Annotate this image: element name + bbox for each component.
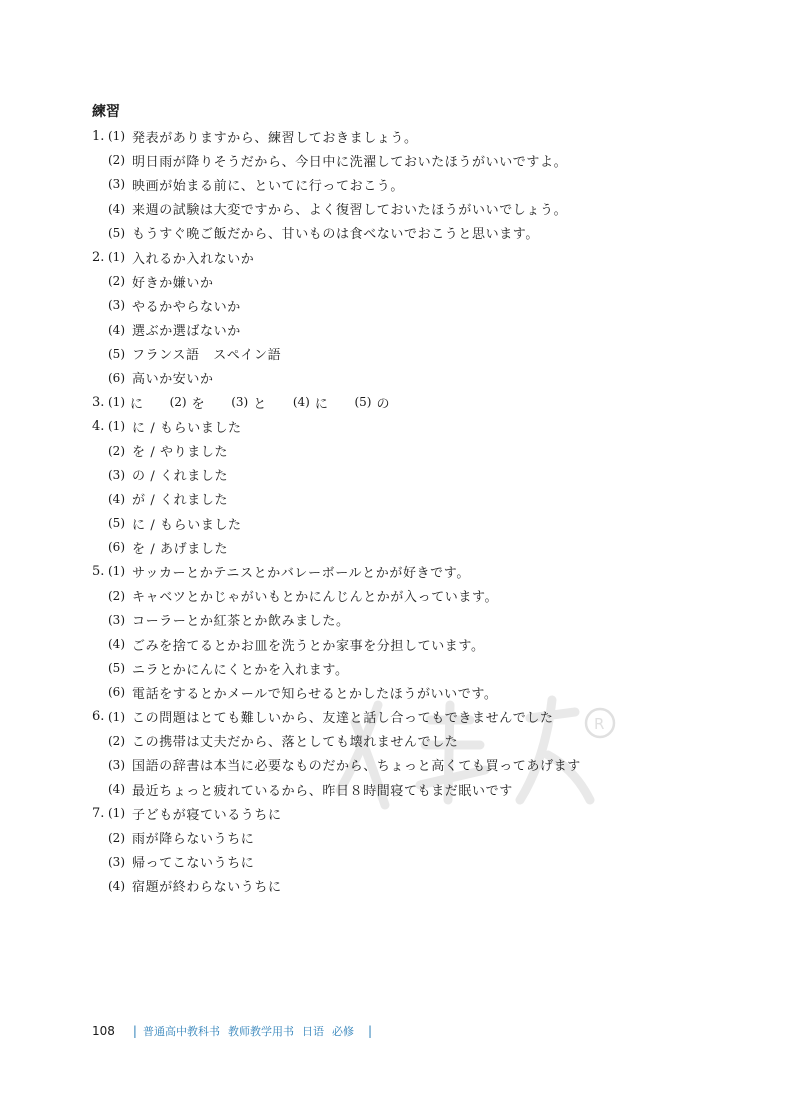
item-label: (4) (108, 322, 125, 337)
list-item (92, 632, 772, 656)
item-text: 雨が降らないうちに (132, 832, 255, 848)
item-label: (2) (169, 395, 187, 410)
item-label: (4) (108, 491, 125, 506)
item-text: 選ぶか選ばないか (132, 324, 241, 340)
footer-series-label: 普通高中教科书 (142, 1025, 220, 1038)
list-item (92, 777, 772, 801)
list-item (92, 293, 772, 317)
list-item (92, 318, 772, 342)
item-label: (3) (108, 467, 125, 482)
item-text: キャベツとかじゃがいもとかにんじんとかが入っています。 (132, 590, 499, 606)
footer-divider: | (367, 1024, 372, 1038)
item-text: ニラとかにんにくとかを入れます。 (132, 662, 349, 678)
list-item (92, 172, 772, 196)
item-text: 来週の試験は大変ですから、よく復習しておいたほうがいいでしょう。 (132, 203, 568, 219)
item-text: 明日雨が降りそうだから、今日中に洗濯しておいたほうがいいですよ。 (132, 154, 568, 170)
item-label: (1) (108, 806, 125, 821)
exercise-1 (92, 124, 772, 245)
inline-answer (293, 393, 329, 412)
item-label: (2) (108, 588, 125, 603)
item-text: フランス語 スペイン語 (132, 348, 282, 364)
item-text: 宿題が終わらないうちに (132, 880, 282, 896)
list-item (92, 801, 772, 825)
exercise-number: 6. (92, 709, 105, 725)
item-text: この問題はとても難しいから、友達と話し合ってもできませんでした (132, 711, 554, 727)
item-label: (1) (108, 395, 125, 410)
exercise-3 (92, 390, 772, 414)
exercise-2 (92, 245, 772, 390)
exercise-number: 3. (92, 394, 105, 410)
item-text: 映画が始まる前に、といてに行っておこう。 (132, 178, 405, 194)
list-item (92, 438, 772, 462)
inline-answer (231, 393, 267, 412)
item-text: に (130, 396, 144, 412)
inline-answer (108, 393, 144, 412)
page-footer (92, 1021, 378, 1041)
item-text: 好きか嫌いか (132, 275, 214, 291)
list-item (92, 414, 772, 438)
item-label: (2) (108, 443, 125, 458)
list-item (92, 680, 772, 704)
item-label: (5) (108, 516, 125, 531)
item-label: (3) (108, 612, 125, 627)
list-item (92, 221, 772, 245)
item-text: 電話をするとかメールで知らせるとかしたほうがいいです。 (132, 686, 498, 702)
list-item (92, 342, 772, 366)
footer-book-type: 教师教学用书 (227, 1025, 294, 1038)
svg-text:R: R (594, 715, 605, 733)
item-text: 発表がありますから、練習しておきましょう。 (132, 130, 418, 146)
answer-content (92, 100, 772, 898)
footer-subject: 日语 (301, 1025, 324, 1038)
item-text: が / くれました (132, 493, 229, 509)
item-label: (5) (108, 346, 125, 361)
list-item (92, 269, 772, 293)
item-text: もうすぐ晩ご飯だから、甘いものは食べないでおこうと思います。 (132, 227, 539, 243)
item-label: (2) (108, 830, 125, 845)
item-label: (1) (108, 129, 125, 144)
item-text: に / もらいました (132, 517, 242, 533)
item-text: を / あげました (132, 541, 229, 557)
item-text: 入れるか入れないか (132, 251, 255, 267)
item-label: (4) (108, 878, 125, 893)
item-label: (3) (108, 757, 125, 772)
item-text: サッカーとかテニスとかバレーボールとかが好きです。 (132, 565, 470, 581)
item-text: やるかやらないか (132, 299, 241, 315)
item-label: (4) (108, 782, 125, 797)
inline-answers (108, 393, 416, 412)
item-text: 国語の辞書は本当に必要なものだから、ちょっと高くても買ってあげます (132, 759, 581, 775)
item-text: 子どもが寝ているうちに (132, 807, 282, 823)
item-label: (3) (108, 298, 125, 313)
list-item (92, 874, 772, 898)
section-title: 練習 (92, 104, 120, 120)
list-item (92, 245, 772, 269)
item-text: この携帯は丈夫だから、落としても壊れませんでした (132, 735, 459, 751)
item-label: (6) (108, 685, 125, 700)
item-label: (6) (108, 370, 125, 385)
item-text: を (191, 396, 206, 412)
item-text: の / くれました (132, 469, 229, 485)
item-label: (5) (354, 395, 372, 410)
list-item (92, 366, 772, 390)
exercise-number: 5. (92, 563, 105, 579)
item-text: を / やりました (132, 445, 229, 461)
item-text: に / もらいました (132, 420, 242, 436)
item-label: (4) (108, 201, 125, 216)
list-item (92, 656, 772, 680)
item-label: (1) (108, 709, 125, 724)
item-text: と (253, 396, 267, 412)
exercise-4 (92, 414, 772, 559)
item-text: の (376, 396, 391, 412)
item-label: (5) (108, 661, 125, 676)
list-item (92, 559, 772, 583)
item-text: ごみを捨てるとかお皿を洗うとか家事を分担しています。 (132, 638, 485, 654)
item-label: (4) (292, 395, 310, 410)
item-label: (3) (108, 177, 125, 192)
item-label: (2) (108, 733, 125, 748)
list-item (92, 825, 772, 849)
exercise-number: 1. (92, 128, 105, 144)
list-item (92, 753, 772, 777)
list-item (92, 584, 772, 608)
item-text: 最近ちょっと疲れているから、昨日８時間寝てもまだ眠いです (132, 783, 513, 799)
footer-level: 必修 (331, 1025, 354, 1038)
item-label: (1) (108, 419, 125, 434)
list-item (92, 535, 772, 559)
inline-answer (170, 393, 206, 412)
item-label: (5) (108, 225, 125, 240)
list-item (92, 487, 772, 511)
item-label: (1) (108, 564, 125, 579)
footer-divider: | (132, 1024, 137, 1038)
exercise-5 (92, 559, 772, 704)
exercise-number: 2. (92, 249, 105, 265)
exercise-7 (92, 801, 772, 898)
item-label: (2) (108, 274, 125, 289)
list-item (92, 705, 772, 729)
list-item (92, 390, 772, 414)
list-item (92, 148, 772, 172)
item-label: (3) (108, 854, 125, 869)
item-label: (3) (231, 395, 249, 410)
list-item (92, 124, 772, 148)
item-label: (6) (108, 540, 125, 555)
list-item (92, 463, 772, 487)
item-label: (4) (108, 637, 125, 652)
list-item (92, 511, 772, 535)
exercise-number: 4. (92, 418, 105, 434)
list-item (92, 608, 772, 632)
list-item (92, 729, 772, 753)
item-text: コーラーとか紅茶とか飲みました。 (132, 614, 350, 630)
list-item (92, 850, 772, 874)
exercise-6 (92, 705, 772, 802)
item-label: (1) (108, 250, 125, 265)
item-text: 帰ってこないうちに (132, 856, 255, 872)
inline-answer (354, 393, 390, 412)
item-text: に (314, 396, 329, 412)
item-text: 高いか安いか (132, 372, 214, 388)
item-label: (2) (108, 153, 125, 168)
exercise-number: 7. (92, 805, 105, 821)
page-number: 108 (92, 1024, 115, 1038)
list-item (92, 197, 772, 221)
